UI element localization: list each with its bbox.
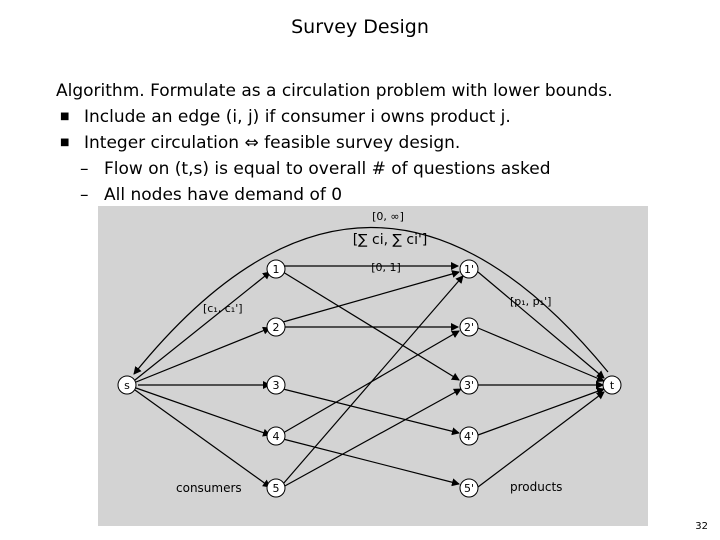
bullet-text: Integer circulation ⇔ feasible survey design.	[84, 133, 461, 153]
label-product-bounds: [p₁, p₁']	[510, 295, 552, 308]
page-number: 32	[695, 521, 708, 532]
node-label-consumer-4: 4	[272, 430, 280, 443]
label-products: products	[510, 480, 563, 494]
edge-2-1p	[283, 272, 459, 322]
node-label-product-2: 2'	[463, 321, 475, 334]
edge-1-3p	[283, 272, 459, 380]
edge-1p-t	[478, 272, 604, 378]
label-edge-bounds: [0, 1]	[371, 261, 401, 274]
label-top-bounds: [0, ∞]	[372, 210, 404, 223]
label-consumer-bounds: [c₁, c₁']	[203, 302, 243, 315]
node-label-consumer-1: 1	[272, 263, 280, 276]
node-label-s: s	[124, 379, 130, 392]
node-label-product-4: 4'	[463, 430, 475, 443]
edge-4-5p	[283, 439, 459, 484]
sub-bullet-text: All nodes have demand of 0	[104, 185, 343, 205]
edge-4p-t	[478, 389, 604, 435]
node-label-t: t	[609, 379, 615, 392]
bullet-icon: ■	[60, 111, 70, 122]
edge-s-5	[135, 390, 270, 487]
edge-5-1p	[283, 276, 463, 484]
node-label-product-1: 1'	[463, 263, 475, 276]
dash-icon: –	[80, 159, 89, 179]
edge-5-3p	[283, 389, 461, 487]
label-consumers: consumers	[176, 481, 242, 495]
edge-3-4p	[283, 389, 459, 433]
edge-5p-t	[478, 392, 604, 487]
node-label-product-5: 5'	[463, 482, 475, 495]
bullet-icon: ■	[60, 137, 70, 148]
edge-2p-t	[478, 328, 604, 381]
algorithm-heading: Algorithm. Formulate as a circulation problem with lower bounds.	[56, 81, 613, 101]
edge-s-4	[136, 388, 270, 435]
edge-s-2	[136, 328, 270, 382]
bullet-text: Include an edge (i, j) if consumer i owns product j.	[84, 107, 511, 127]
label-sum-bounds: [∑ ci, ∑ ci']	[352, 232, 428, 248]
node-label-consumer-3: 3	[272, 379, 280, 392]
node-label-consumer-5: 5	[272, 482, 280, 495]
sub-bullet-text: Flow on (t,s) is equal to overall # of questions asked	[104, 159, 551, 179]
edge-s-1	[135, 272, 270, 380]
node-label-product-3: 3'	[463, 379, 475, 392]
node-label-consumer-2: 2	[272, 321, 280, 334]
dash-icon: –	[80, 185, 89, 205]
slide-title: Survey Design	[291, 16, 429, 38]
